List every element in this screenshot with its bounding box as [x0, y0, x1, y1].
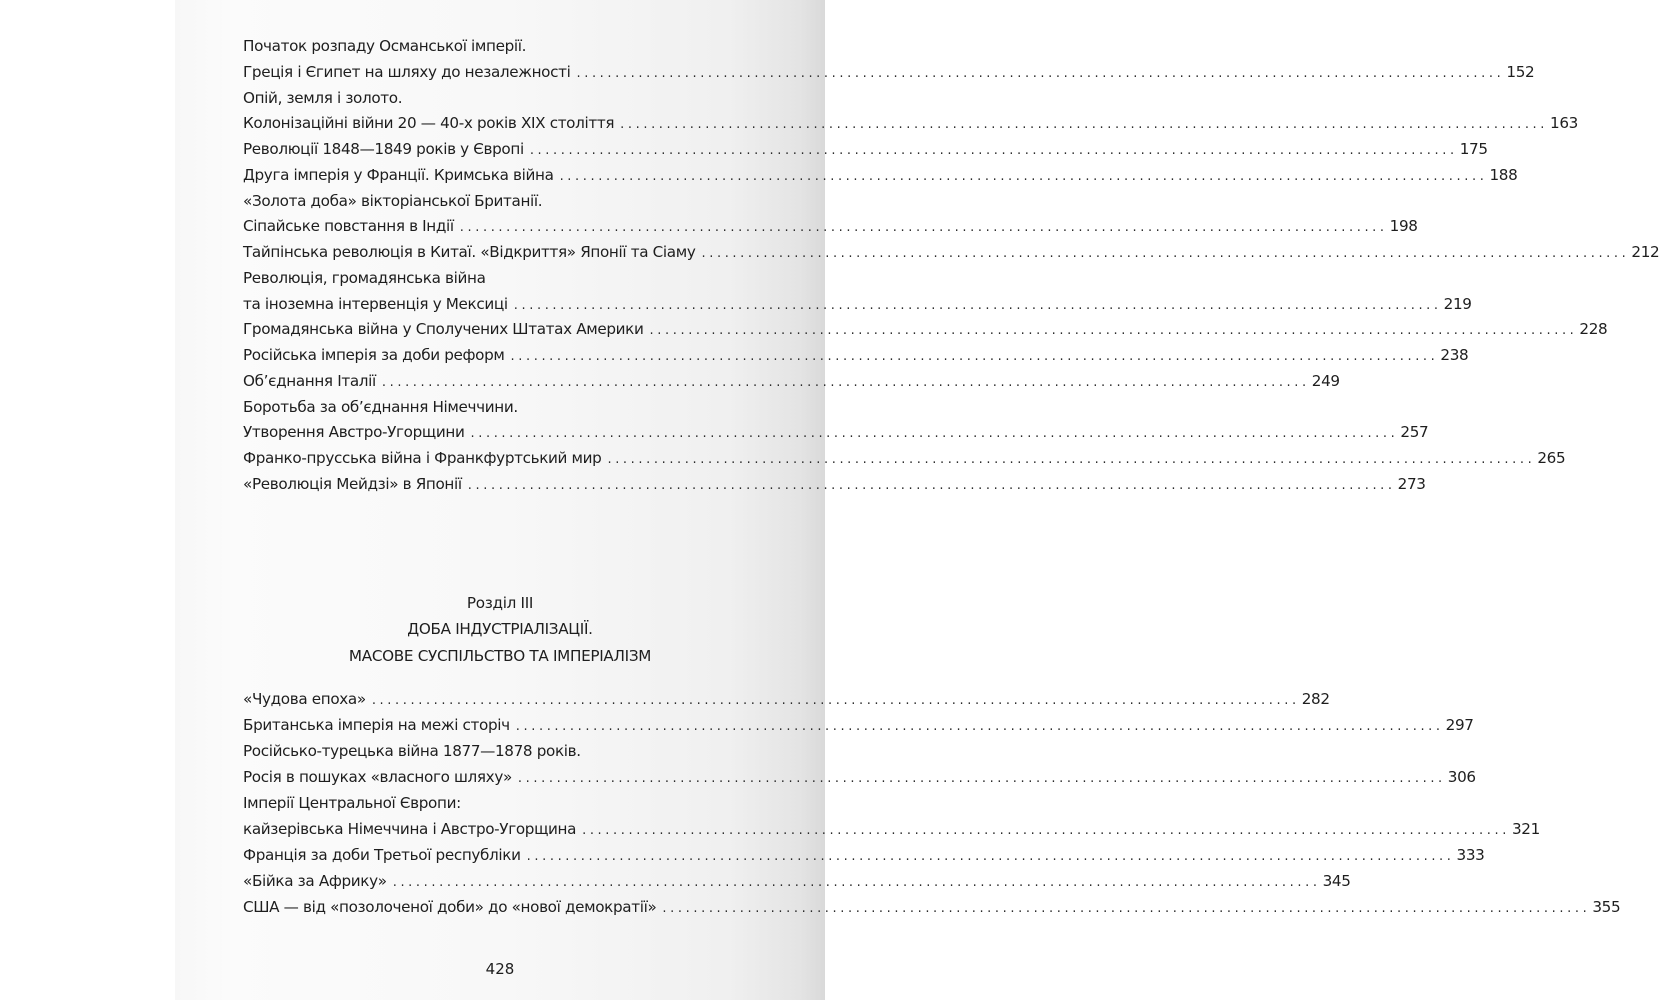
section-title-line-2: МАСОВЕ СУСПІЛЬСТВО ТА ІМПЕРІАЛІЗМ: [348, 647, 652, 665]
book-page: [175, 0, 1659, 1000]
toc-entry-page: 321: [1511, 820, 1540, 838]
toc-entry-page: 228: [1579, 320, 1608, 339]
toc-entry-page: 175: [1459, 140, 1488, 158]
dot-leader: ........................................................................................................................: [467, 477, 1396, 493]
dot-leader: ........................................................................................................................: [513, 297, 1442, 313]
toc-entry-page: 282: [1301, 690, 1330, 708]
toc-entry-page: 333: [1456, 846, 1485, 864]
toc-entry: [243, 474, 1426, 499]
toc-entry-page: 265: [1537, 449, 1566, 467]
toc-entry-page: 238: [1440, 346, 1469, 364]
toc-entry-title: США — від «позолоченої доби» до «нової демократії»: [243, 898, 657, 916]
toc-entry-title: Колонізаційні війни 20 — 40-х років XIX століття: [243, 114, 615, 133]
toc-entry-title: Сіпайське повстання в Індії: [243, 217, 454, 236]
dot-leader: ........................................................................................................................: [526, 849, 1455, 864]
toc-entry-title: Росія в пошуках «власного шляху»: [243, 768, 512, 786]
dot-leader: ........................................................................................................................: [576, 65, 1505, 81]
toc-entry-title: Франція за доби Третьої республіки: [243, 846, 521, 864]
toc-entry: [243, 269, 794, 293]
toc-entry: [243, 346, 1469, 370]
toc-entry: [243, 794, 794, 818]
toc-entry: [243, 449, 1566, 473]
toc-entry: [243, 243, 1659, 267]
toc-entry-title: Громадянська війна у Сполучених Штатах Америки: [243, 320, 644, 339]
toc-entry-title: Революція, громадянська війна: [243, 268, 486, 287]
dot-leader: ........................................................................................................................: [392, 875, 1321, 890]
toc-entry: [243, 62, 1535, 87]
toc-entry: [243, 398, 794, 422]
toc-entry-page: 249: [1311, 371, 1340, 390]
toc-entry-title: «Бійка за Африку»: [243, 872, 387, 890]
dot-leader: ........................................................................................................................: [582, 823, 1510, 838]
dot-leader: ........................................................................................................................: [559, 168, 1488, 184]
dot-leader: ........................................................................................................................: [381, 374, 1310, 390]
toc-entry: [243, 89, 794, 113]
toc-entry-title: Революції 1848—1849 років у Європі: [243, 140, 524, 158]
toc-entry: [243, 820, 1540, 844]
dot-leader: ........................................................................................................................: [662, 901, 1591, 916]
toc-entry-title: Російська імперія за доби реформ: [243, 346, 505, 364]
dot-leader: ........................................................................................................................: [459, 220, 1388, 236]
toc-entry: [243, 192, 794, 216]
toc-entry-title: та іноземна інтервенція у Мексиці: [243, 294, 508, 313]
toc-entry-title: Імперії Центральної Європи:: [243, 794, 461, 812]
toc-entry: [243, 217, 1418, 241]
dot-leader: ........................................................................................................................: [470, 426, 1399, 442]
toc-entry: [243, 114, 1578, 138]
toc-entry-title: кайзерівська Німеччина і Австро-Угорщина: [243, 820, 577, 838]
toc-entry-page: 152: [1506, 62, 1535, 81]
page-number: 428: [485, 960, 515, 978]
toc-entry-title: Боротьба за об’єднання Німеччини.: [243, 397, 518, 416]
toc-entry: [243, 320, 1608, 344]
toc-entry: [243, 742, 794, 766]
toc-entry-page: 219: [1443, 294, 1472, 313]
toc-entry: [243, 140, 1488, 164]
dot-leader: ........................................................................................................................: [371, 693, 1300, 708]
dot-leader: ........................................................................................................................: [620, 117, 1549, 133]
toc-entry-page: 306: [1447, 768, 1476, 786]
toc-entry: [243, 423, 1429, 447]
toc-entry: [243, 165, 1518, 190]
toc-entry: [243, 716, 1474, 740]
toc-entry-title: Об’єднання Італії: [243, 371, 376, 390]
section-title-line-1: ДОБА ІНДУСТРІАЛІЗАЦІЇ.: [407, 620, 593, 638]
dot-leader: ........................................................................................................................: [529, 143, 1458, 158]
toc-entry: [243, 371, 1340, 396]
dot-leader: ........................................................................................................................: [510, 349, 1439, 364]
dot-leader: ........................................................................................................................: [607, 452, 1536, 467]
toc-entry-title: Греція і Єгипет на шляху до незалежності: [243, 62, 571, 81]
toc-entry-page: 355: [1592, 898, 1621, 916]
dot-leader: ........................................................................................................................: [517, 771, 1446, 786]
toc-entry-page: 212: [1631, 243, 1659, 261]
toc-entry-title: «Революція Мейдзі» в Японії: [243, 474, 462, 493]
toc-entry-page: 273: [1397, 474, 1426, 493]
toc-entry-title: «Золота доба» вікторіанської Британії.: [243, 191, 543, 210]
toc-entry: [243, 690, 1330, 714]
toc-entry: [243, 768, 1476, 792]
dot-leader: ........................................................................................................................: [649, 323, 1578, 339]
toc-entry-title: «Чудова епоха»: [243, 690, 366, 708]
dot-leader: ........................................................................................................................: [701, 246, 1630, 261]
toc-entry-title: Тайпінська революція в Китаї. «Відкриття» Японії та Сіаму: [243, 243, 696, 261]
toc-entry: [243, 898, 1621, 922]
toc-entry-page: 163: [1550, 114, 1578, 133]
dot-leader: ........................................................................................................................: [515, 719, 1444, 734]
toc-entry-title: Опій, земля і золото.: [243, 88, 403, 107]
toc-entry-title: Франко-прусська війна і Франкфуртський мир: [243, 449, 602, 467]
toc-entry-title: Утворення Австро-Угорщини: [243, 423, 465, 442]
section-label: Розділ III: [466, 594, 534, 612]
toc-entry: [243, 37, 794, 61]
toc-entry-page: 198: [1389, 217, 1418, 236]
toc-entry-title: Друга імперія у Франції. Кримська війна: [243, 165, 554, 184]
toc-entry-page: 188: [1489, 165, 1518, 184]
toc-entry-title: Британська імперія на межі сторіч: [243, 716, 510, 734]
toc-entry-title: Початок розпаду Османської імперії.: [243, 37, 527, 55]
toc-entry-title: Російсько-турецька війна 1877—1878 років.: [243, 742, 581, 760]
toc-entry-page: 345: [1322, 872, 1351, 890]
toc-entry: [243, 846, 1485, 870]
toc-entry-page: 257: [1400, 423, 1429, 442]
toc-entry-page: 297: [1445, 716, 1474, 734]
toc-entry: [243, 872, 1351, 896]
toc-entry: [243, 294, 1472, 319]
